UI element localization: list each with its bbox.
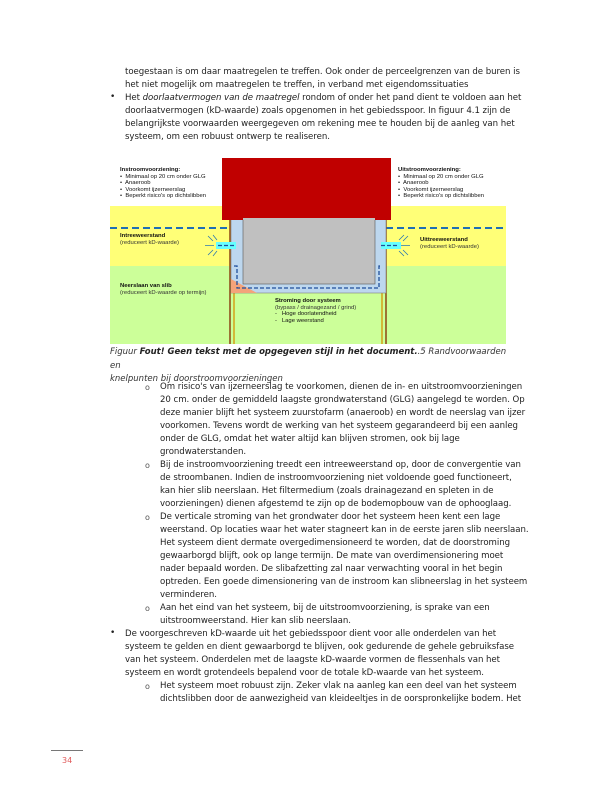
- bullet1-prefix: Het: [125, 93, 143, 103]
- subitem1-line: grondwaterstanden.: [160, 447, 247, 457]
- instroom-item: • Minimaal op 20 cm onder GLG: [120, 173, 206, 180]
- subitem3-line: weerstand. Op locaties waar het water stagneert kan in de eerste jaren slib neerslaan.: [160, 525, 529, 535]
- subitem3-line: De verticale stroming van het grondwater door het systeem heen kent een lage: [160, 512, 501, 522]
- bullet1-line-2: doorlaatvermogen (kD-waarde) zoals opgenomen in het gebiedsspoor. In figuur 4.1 zijn de: [125, 106, 511, 116]
- intree-label: [120, 233, 179, 246]
- bullet1-italic-term: doorlaatvermogen van de maatregel: [142, 93, 300, 103]
- uitstroom-item: • Minimaal op 20 cm onder GLG: [398, 173, 484, 180]
- subitem2-line: kan hier slib neerslaan. Het filtermedium (zoals drainagezand en spleten in de: [160, 486, 494, 496]
- subitem1-line: onder de GLG, omdat het water altijd kan blijven stromen, ook bij lage: [160, 434, 460, 444]
- uitstroom-item: • Voorkomt ijzerneerslag: [398, 186, 464, 193]
- page-number: 34: [62, 756, 73, 765]
- subitem3-line: nader bepaald worden. De slibafzetting zal naar verwachting vooral in het begin: [160, 564, 503, 574]
- uitstroom-title: Uitstroomvoorziening:: [398, 167, 461, 173]
- subitem4-line: uitstroomweerstand. Hier kan slib neerslaan.: [160, 616, 351, 626]
- caption-prefix: Figuur: [110, 347, 140, 357]
- caption-line-2: knelpunten bij doorstroomvoorzieningen: [110, 374, 283, 384]
- uittree-label: [420, 237, 479, 250]
- subbullet-marker: o: [145, 682, 150, 691]
- bullet1-line-4: systeem, om een robuust ontwerp te realiseren.: [125, 132, 330, 142]
- intro-line-2: het niet mogelijk om maatregelen te treffen, in verband met eigendomssituaties: [125, 80, 469, 90]
- stroming-sub: (bypass / drainagezand / grind): [275, 304, 357, 311]
- bullet1-rest: rondom of onder het pand dient te voldoen aan het: [299, 93, 522, 103]
- stroming-label: [275, 298, 356, 324]
- subitem1-line: voorkomen. Tevens wordt de werking van het systeem gegarandeerd bij een aanleg: [160, 421, 518, 431]
- intree-title: Intreeweerstand: [120, 233, 166, 239]
- uittree-title: Uittreeweerstand: [420, 237, 468, 243]
- subitem4-line: Aan het eind van het systeem, bij de uitstroomvoorziening, is sprake van een: [160, 603, 490, 613]
- subitem5-line: Het systeem moet robuust zijn. Zeker vlak na aanleg kan een deel van het systeem: [160, 681, 517, 691]
- subbullet-marker: o: [145, 513, 150, 522]
- bullet2-line: systeem en wordt grotendeels bepalend voor de totale kD-waarde van het systeem.: [125, 668, 484, 678]
- bullet1-line-1: [125, 92, 521, 105]
- subitem1-line: Om risico's van ijzerneerslag te voorkomen, dienen de in- en uitstroomvoorzieningen: [160, 382, 523, 392]
- uitstroom-item: • Beperkt risico's op dichtslibben: [398, 193, 485, 200]
- instroom-item: • Anaeroob: [120, 180, 151, 187]
- subitem2-line: voorzieningen) dienen afgestemd te zijn op de bodemopbouw van de ophooglaag.: [160, 499, 512, 509]
- intro-line-1: toegestaan is om daar maatregelen te treffen. Ook onder de perceelgrenzen van de buren is: [125, 67, 520, 77]
- subbullet-marker: o: [145, 604, 150, 613]
- neerslaan-sub: (reduceert kD-waarde op termijn): [120, 289, 207, 296]
- subitem3-line: optreden. Een goede dimensionering van de instroom kan slibneerslag in het systeem: [160, 577, 528, 587]
- subitem1-line: deze manier blijft het systeem zuurstofarm (anaeroob) en wordt de neerslag van ijzer: [160, 408, 526, 418]
- instroom-item: • Voorkomt ijzerneerslag: [120, 186, 186, 193]
- neerslaan-label: [120, 283, 206, 296]
- instroom-item: • Beperkt risico's op dichtslibben: [120, 193, 207, 200]
- neerslaan-title: Neerslaan van slib: [120, 283, 172, 289]
- instroom-label: [120, 167, 206, 200]
- subbullet-marker: o: [145, 383, 150, 392]
- footer-rule: [51, 750, 83, 751]
- subbullet-marker: o: [145, 461, 150, 470]
- subitem3-line: gewaarborgd blijft, ook op lange termijn. De mate van overdimensionering moet: [160, 551, 504, 561]
- subitem3-line: Het systeem dient dermate overgedimensioneerd te worden, dat de doorstroming: [160, 538, 511, 548]
- bullet2-line: De voorgeschreven kD-waarde uit het gebiedsspoor dient voor alle onderdelen van het: [125, 629, 497, 639]
- intree-sub: (reduceert kD-waarde): [120, 239, 179, 246]
- uitstroom-item: • Anaeroob: [398, 180, 429, 187]
- bullet2-line: systeem te gelden en dient gewaarborgd te blijven, ook gedurende de gehele gebruiksfase: [125, 642, 515, 652]
- stroming-item: - Hoge doorlatendheid: [275, 311, 337, 318]
- subitem2-line: de stroombanen. Indien de instroomvoorziening niet voldoende goed functioneert,: [160, 473, 512, 483]
- bullet2-line: van het systeem. Onderdelen met de laagste kD-waarde vormen de flessenhals van het: [125, 655, 500, 665]
- subitem2-line: Bij de instroomvoorziening treedt een intreeweerstand op, door de convergentie van: [160, 460, 521, 470]
- stroming-item: - Lage weerstand: [275, 317, 324, 324]
- subitem3-line: verminderen.: [160, 590, 217, 600]
- uitstroom-label: [398, 167, 484, 200]
- subitem5-line: dichtslibben door de aanwezigheid van kleideeltjes in de oorspronkelijke bodem. Het: [160, 694, 522, 704]
- instroom-title: Instroomvoorziening:: [120, 167, 181, 173]
- uittree-sub: (reduceert kD-waarde): [420, 243, 479, 250]
- bullet1-line-3: belangrijkste voorwaarden weergegeven om rekening mee te houden bij de aanleg van het: [125, 119, 515, 129]
- caption-rest: .5 Randvoorwaarden en: [110, 347, 507, 371]
- figure-diagram: [110, 158, 506, 344]
- bullet-marker: •: [110, 628, 116, 638]
- subitem1-line: 20 cm. onder de gemiddeld laagste grondwaterstand (GLG) aangelegd te worden. Op: [160, 395, 525, 405]
- stroming-title: Stroming door systeem: [275, 298, 341, 304]
- caption-error-text: Fout! Geen tekst met de opgegeven stijl in het document.: [139, 347, 418, 357]
- bullet-marker: •: [110, 92, 116, 102]
